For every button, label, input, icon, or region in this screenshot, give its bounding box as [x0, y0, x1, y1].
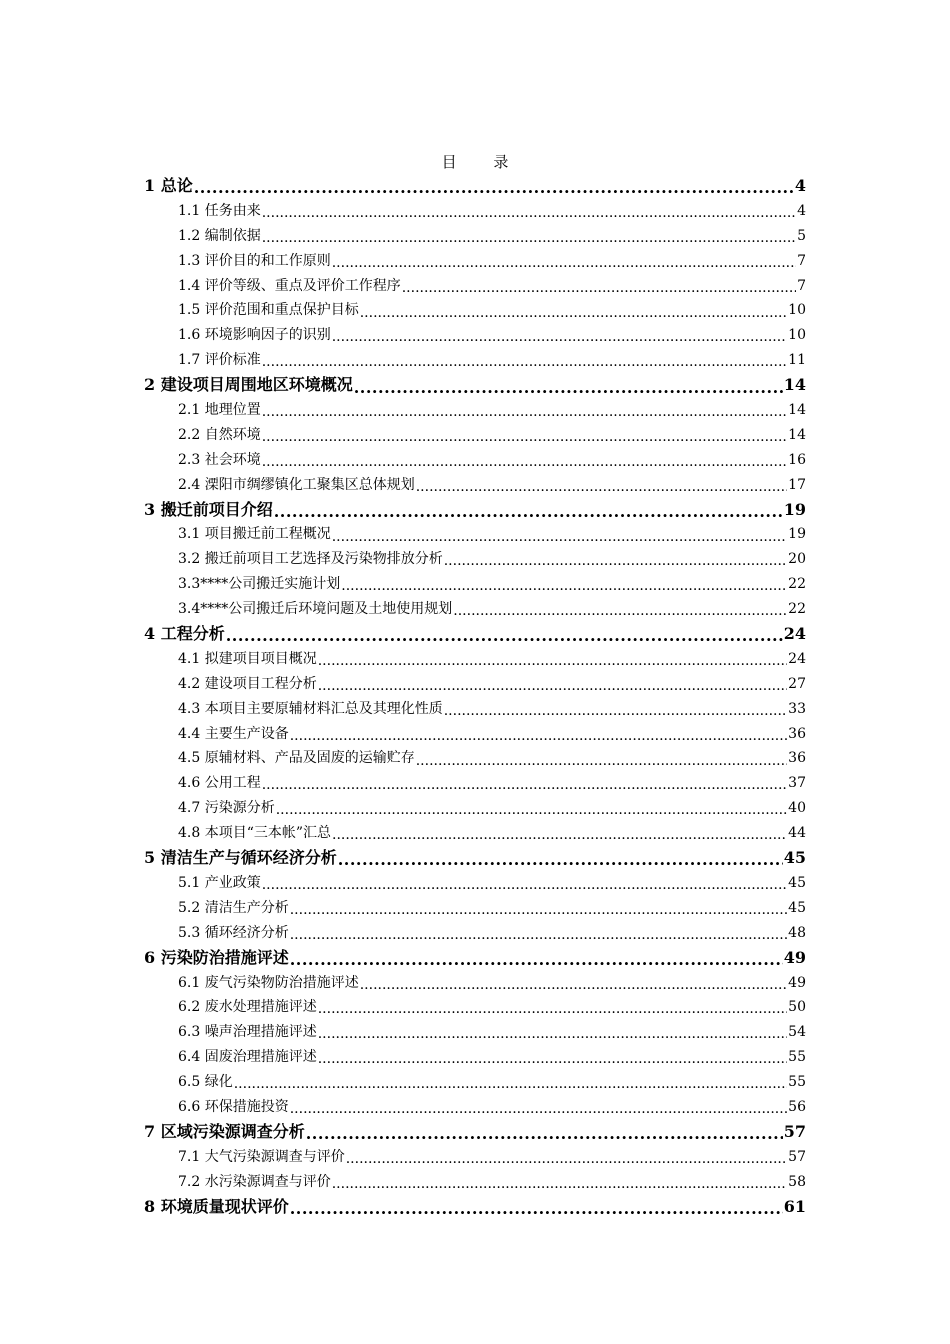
- toc-entry-label: 2.2 自然环境: [178, 426, 261, 443]
- toc-dot-leader: [262, 405, 787, 419]
- toc-dot-leader: [332, 530, 787, 544]
- toc-entry-label: 2 建设项目周围地区环境概况: [144, 375, 353, 395]
- toc-dot-leader: [338, 852, 783, 868]
- toc-dot-leader: [262, 778, 787, 792]
- toc-entry-label: 8 环境质量现状评价: [144, 1196, 289, 1216]
- toc-page-number: 57: [788, 1148, 806, 1165]
- toc-section-entry[interactable]: [144, 995, 806, 1020]
- toc-page-number: 49: [783, 947, 806, 967]
- toc-page-number: 55: [788, 1074, 806, 1091]
- toc-page-number: 14: [788, 402, 806, 419]
- toc-section-entry[interactable]: [144, 298, 806, 323]
- toc-section-entry[interactable]: [144, 672, 806, 697]
- toc-dot-leader: [290, 729, 787, 743]
- toc-page-number: 10: [788, 327, 806, 344]
- toc-dot-leader: [341, 579, 787, 593]
- toc-entry-label: 4 工程分析: [144, 624, 225, 644]
- toc-entry-label: 1 总论: [144, 176, 193, 195]
- toc-dot-leader: [332, 330, 787, 344]
- toc-section-entry[interactable]: [144, 473, 806, 498]
- toc-dot-leader: [290, 903, 787, 917]
- toc-section-entry[interactable]: [144, 821, 806, 846]
- toc-entry-label: 4.6 公用工程: [178, 775, 261, 792]
- toc-section-entry[interactable]: [144, 647, 806, 672]
- toc-chapter-entry[interactable]: [144, 946, 806, 971]
- toc-page-number: 5: [797, 227, 806, 244]
- toc-page-number: 48: [788, 924, 806, 941]
- toc-dot-leader: [332, 828, 787, 842]
- toc-chapter-entry[interactable]: [144, 498, 806, 523]
- toc-entry-label: 7.2 水污染源调查与评价: [178, 1173, 331, 1190]
- toc-dot-leader: [453, 604, 787, 618]
- toc-page-number: 7: [797, 277, 806, 294]
- toc-entry-label: 2.4 溧阳市绸缪镇化工聚集区总体规划: [178, 476, 415, 493]
- toc-entry-label: 5.2 清洁生产分析: [178, 899, 289, 916]
- toc-page-number: 22: [788, 576, 806, 593]
- toc-title: 目 录: [441, 153, 525, 171]
- toc-page-number: 4: [797, 202, 806, 219]
- toc-dot-leader: [354, 380, 783, 396]
- toc-dot-leader: [318, 1052, 787, 1066]
- toc-entry-label: 1.7 评价标准: [178, 352, 261, 369]
- toc-page-number: 24: [783, 624, 806, 644]
- toc-dot-leader: [290, 1201, 783, 1217]
- toc-entry-label: 4.1 拟建项目项目概况: [178, 650, 317, 667]
- toc-section-entry[interactable]: [144, 871, 806, 896]
- toc-section-entry[interactable]: [144, 249, 806, 274]
- toc-dot-leader: [318, 679, 787, 693]
- toc-page-number: 14: [788, 426, 806, 443]
- toc-section-entry[interactable]: [144, 522, 806, 547]
- toc-page-number: 45: [788, 899, 806, 916]
- toc-entry-label: 6.6 环保措施投资: [178, 1098, 289, 1115]
- toc-entry-label: 6.2 废水处理措施评述: [178, 999, 317, 1016]
- toc-page-number: 57: [783, 1121, 806, 1141]
- toc-dot-leader: [318, 1002, 787, 1016]
- toc-entry-label: 1.5 评价范围和重点保护目标: [178, 302, 359, 319]
- toc-page-number: 17: [788, 476, 806, 493]
- toc-page-number: 33: [788, 700, 806, 717]
- toc-dot-leader: [290, 952, 783, 968]
- toc-chapter-entry[interactable]: [144, 373, 806, 398]
- toc-page-number: 36: [788, 750, 806, 767]
- table-of-contents: [144, 174, 806, 1219]
- toc-page-number: 40: [788, 800, 806, 817]
- toc-chapter-entry[interactable]: [144, 846, 806, 871]
- toc-dot-leader: [332, 1177, 787, 1191]
- toc-chapter-entry[interactable]: [144, 174, 806, 199]
- toc-entry-label: 1.6 环境影响因子的识别: [178, 327, 331, 344]
- toc-section-entry[interactable]: [144, 448, 806, 473]
- toc-section-entry[interactable]: [144, 1045, 806, 1070]
- toc-dot-leader: [262, 430, 787, 444]
- toc-page-number: 36: [788, 725, 806, 742]
- toc-section-entry[interactable]: [144, 1145, 806, 1170]
- toc-entry-label: 6.4 固废治理措施评述: [178, 1049, 317, 1066]
- toc-section-entry[interactable]: [144, 597, 806, 622]
- toc-entry-label: 1.3 评价目的和工作原则: [178, 252, 331, 269]
- toc-section-entry[interactable]: [144, 796, 806, 821]
- toc-dot-leader: [262, 206, 796, 220]
- toc-dot-leader: [318, 654, 787, 668]
- toc-entry-label: 3.2 搬迁前项目工艺选择及污染物排放分析: [178, 551, 443, 568]
- toc-section-entry[interactable]: [144, 323, 806, 348]
- toc-section-entry[interactable]: [144, 697, 806, 722]
- toc-dot-leader: [346, 1152, 787, 1166]
- toc-dot-leader: [262, 455, 787, 469]
- toc-entry-label: 2.3 社会环境: [178, 451, 261, 468]
- toc-section-entry[interactable]: [144, 547, 806, 572]
- toc-page-number: 49: [788, 974, 806, 991]
- toc-entry-label: 1.4 评价等级、重点及评价工作程序: [178, 277, 401, 294]
- toc-page-number: 56: [788, 1098, 806, 1115]
- toc-entry-label: 5.3 循环经济分析: [178, 924, 289, 941]
- toc-section-entry[interactable]: [144, 746, 806, 771]
- toc-dot-leader: [444, 554, 787, 568]
- toc-page-number: 27: [788, 675, 806, 692]
- toc-page-number: 10: [788, 302, 806, 319]
- toc-dot-leader: [290, 928, 787, 942]
- toc-entry-label: 5 清洁生产与循环经济分析: [144, 848, 337, 868]
- toc-section-entry[interactable]: [144, 1170, 806, 1195]
- toc-dot-leader: [274, 504, 783, 520]
- toc-section-entry[interactable]: [144, 572, 806, 597]
- toc-entry-label: 3.4****公司搬迁后环境问题及土地使用规划: [178, 601, 453, 618]
- toc-dot-leader: [234, 1077, 787, 1091]
- toc-chapter-entry[interactable]: [144, 1195, 806, 1220]
- toc-page-number: 45: [783, 848, 806, 868]
- toc-entry-label: 4.4 主要生产设备: [178, 725, 289, 742]
- toc-entry-label: 4.5 原辅材料、产品及固废的运输贮存: [178, 750, 415, 767]
- toc-dot-leader: [262, 878, 787, 892]
- toc-dot-leader: [402, 281, 796, 295]
- toc-page-number: 19: [788, 526, 806, 543]
- toc-section-entry[interactable]: [144, 722, 806, 747]
- toc-entry-label: 3 搬迁前项目介绍: [144, 499, 273, 519]
- toc-dot-leader: [332, 256, 796, 270]
- toc-entry-label: 4.7 污染源分析: [178, 800, 275, 817]
- toc-page-number: 11: [788, 352, 806, 369]
- toc-section-entry[interactable]: [144, 199, 806, 224]
- toc-page-number: 20: [788, 551, 806, 568]
- toc-section-entry[interactable]: [144, 398, 806, 423]
- toc-section-entry[interactable]: [144, 348, 806, 373]
- toc-page-number: 19: [783, 499, 806, 519]
- toc-section-entry[interactable]: [144, 1020, 806, 1045]
- toc-dot-leader: [226, 628, 783, 644]
- toc-dot-leader: [444, 704, 787, 718]
- toc-page-number: 54: [788, 1024, 806, 1041]
- toc-page-number: 14: [783, 375, 806, 395]
- toc-entry-label: 1.2 编制依据: [178, 227, 261, 244]
- toc-page-number: 55: [788, 1049, 806, 1066]
- toc-section-entry[interactable]: [144, 224, 806, 249]
- toc-dot-leader: [360, 306, 787, 320]
- toc-dot-leader: [360, 978, 787, 992]
- toc-entry-label: 6.1 废气污染物防治措施评述: [178, 974, 359, 991]
- toc-entry-label: 3.1 项目搬迁前工程概况: [178, 526, 331, 543]
- toc-dot-leader: [306, 1126, 783, 1142]
- toc-section-entry[interactable]: [144, 771, 806, 796]
- toc-page-number: 45: [788, 874, 806, 891]
- toc-section-entry[interactable]: [144, 896, 806, 921]
- toc-dot-leader: [290, 1102, 787, 1116]
- toc-page-number: 61: [783, 1196, 806, 1216]
- toc-dot-leader: [416, 480, 787, 494]
- toc-entry-label: 6.5 绿化: [178, 1074, 233, 1091]
- toc-entry-label: 1.1 任务由来: [178, 202, 261, 219]
- toc-section-entry[interactable]: [144, 423, 806, 448]
- toc-entry-label: 3.3****公司搬迁实施计划: [178, 576, 341, 593]
- toc-page-number: 50: [788, 999, 806, 1016]
- toc-page-number: 4: [794, 176, 806, 195]
- toc-entry-label: 5.1 产业政策: [178, 874, 261, 891]
- toc-page-number: 24: [788, 650, 806, 667]
- toc-page-number: 37: [788, 775, 806, 792]
- toc-dot-leader: [276, 803, 787, 817]
- toc-entry-label: 2.1 地理位置: [178, 402, 261, 419]
- toc-page-number: 22: [788, 601, 806, 618]
- toc-section-entry[interactable]: [144, 971, 806, 996]
- toc-entry-label: 7 区域污染源调查分析: [144, 1121, 305, 1141]
- toc-page-number: 58: [788, 1173, 806, 1190]
- toc-entry-label: 7.1 大气污染源调查与评价: [178, 1148, 345, 1165]
- toc-dot-leader: [262, 355, 787, 369]
- toc-page-number: 16: [788, 451, 806, 468]
- toc-page-number: 44: [788, 825, 806, 842]
- toc-section-entry[interactable]: [144, 921, 806, 946]
- toc-section-entry[interactable]: [144, 274, 806, 299]
- toc-entry-label: 4.2 建设项目工程分析: [178, 675, 317, 692]
- toc-entry-label: 6.3 噪声治理措施评述: [178, 1024, 317, 1041]
- toc-dot-leader: [262, 231, 796, 245]
- toc-dot-leader: [194, 180, 794, 196]
- toc-chapter-entry[interactable]: [144, 622, 806, 647]
- toc-dot-leader: [318, 1027, 787, 1041]
- toc-section-entry[interactable]: [144, 1070, 806, 1095]
- toc-page-number: 7: [797, 252, 806, 269]
- toc-entry-label: 4.3 本项目主要原辅材料汇总及其理化性质: [178, 700, 443, 717]
- toc-section-entry[interactable]: [144, 1095, 806, 1120]
- toc-chapter-entry[interactable]: [144, 1120, 806, 1145]
- toc-entry-label: 4.8 本项目“三本帐”汇总: [178, 825, 332, 842]
- toc-entry-label: 6 污染防治措施评述: [144, 947, 289, 967]
- toc-dot-leader: [416, 754, 787, 768]
